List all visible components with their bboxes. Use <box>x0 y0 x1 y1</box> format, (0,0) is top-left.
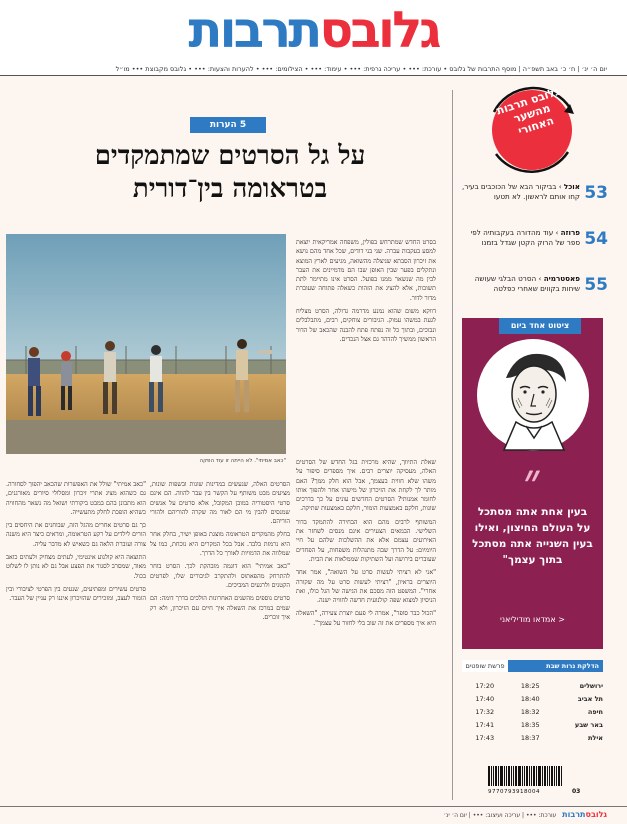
paragraph: שאלת התיווך, שהיא מרכזית בגל החדש של הסרטים האלה, מעסיקה יוצרים רבים. איך מספרים סיפור על משהו שלא חווית בעצמך, אבל הוא חלק ממך? האם מותר לך לקחת את הזיכרון של מישהו אחר ולהפוך אותו לחומר אמנותי? הסרטים החדשים עונים על כך בדרכים שונות, חלקם באמצעות הומור, חלקם באמצעות שתיקה. <box>296 459 436 513</box>
teaser-body: פאסטרמיה › הסרט הבלגי שעושה שיחות בקווים שאחרי כפלטה <box>474 274 580 293</box>
barcode-stripe <box>515 766 517 786</box>
photo-caption: "כאב אמיתי". לא הייתה זו עוד הפקה <box>199 458 286 464</box>
barcode-stripe <box>531 766 532 786</box>
barcode-stripe <box>549 766 550 786</box>
barcode-stripe <box>547 766 548 786</box>
havdala-time: 17:20 <box>475 682 495 690</box>
paragraph: סרטים נוספים מהשנים האחרונות הולכים בדרך דומה: הם שמים במרכז את השאלה איך חיים עם הזיכרון, ולא רק איך זוכרים. <box>150 595 290 621</box>
barcode-stripe <box>544 766 546 786</box>
teaser-page-number: 54 <box>584 229 608 249</box>
section-tag: 5 הערות <box>190 117 266 133</box>
candle-lighting-box <box>462 660 603 762</box>
barcode-stripe <box>529 766 530 786</box>
paragraph: הסרטים האלה, שנעשים במדינות שונות ובשפות שונות, מציעים מבט משותף על הקשר בין עבר להווה. הם אינם סרטי היסטוריה במובן המקובל, אלא סרטים על אנשים שמנסים להבין מי הם לאור מה שקרה להוריהם ולהורי הוריהם. <box>150 481 290 526</box>
city-name: תל אביב <box>577 695 603 703</box>
masthead-info-bar: יום ה׳ ינ׳ | ח׳ כ׳ באב תשפ״ה | מוסף התרבות של גלובס • עורכת: ••• • עריכה גרפית: ••• • עימוד: ••• • הצילומים: ••• • להערות והצעות: ••• • גלובס מקבוצת ••• מו״ל <box>0 64 627 76</box>
masthead <box>0 0 627 64</box>
teaser-body: אוכל › בביקור הבא של הכוכבים בעיר, קחו אותם לראשון. לא תטעו <box>462 182 580 201</box>
paragraph: סרטים עשירים ומפתיעים, שנעים בין הפרטי לציבורי ובין הומור לעצב, ומזכירים שהזיכרון איננו רק עניין של העבר. <box>6 585 146 603</box>
barcode-stripe <box>488 766 490 786</box>
table-row <box>462 693 603 706</box>
teaser-body: פרוזה › עוד מהדורה בעקבותיה לפי ספר של הרוק הקטן שגדל בזמנו <box>470 228 580 247</box>
barcode-stripe <box>533 766 535 786</box>
candle-title: הדלקת נרות שבת <box>508 660 603 672</box>
table-row <box>462 719 603 732</box>
stamp-text: גלובס תרבות מהשער האחורי <box>494 84 562 138</box>
teaser-text: הסרט הבלגי שעושה שיחות בקווים שאחרי כפלטה <box>474 274 580 293</box>
quote-author: < אמדאו מודיליאני <box>500 615 565 624</box>
teaser-list <box>462 182 608 320</box>
quote-of-the-day-box <box>462 318 603 649</box>
quote-tag: ציטוט אחד ביום <box>499 318 581 334</box>
paragraph: המשותף לרבים מהם הוא הבחירה להתמקד בדור השלישי. הבמאים הצעירים אינם מנסים לשחזר את האירועים עצמם אלא את ההשלכות שלהם על חיי היומיום: על הדרך שבה מתנהלות משפחות, על הפחדים שעוברים בירושה ועל השתיקות שממלאות את הבית. <box>296 518 436 563</box>
havdala-time: 17:43 <box>475 734 495 742</box>
city-name: חיפה <box>587 708 603 716</box>
teaser-item[interactable] <box>462 228 608 272</box>
teaser-label: אוכל <box>563 182 580 191</box>
sidebar-divider <box>452 90 453 800</box>
masthead-logo <box>188 2 438 58</box>
barcode-stripe <box>561 766 562 786</box>
page-footer <box>0 806 627 824</box>
logo-tarbut: תרבות <box>188 1 320 59</box>
paragraph: "הכול כבר סופר", אמרה לי פעם יוצרת צעירה, "השאלה היא איך מספרים את זה שוב בלי לחזור על עצמך". <box>296 610 436 627</box>
barcode-stripe <box>493 766 494 786</box>
article-column-top <box>296 238 436 444</box>
paragraph: דווקא משום שהוא נמנע מדרמה גדולה, הסרט מצליח לגעת במשהו עמוק. הגיבורים צוחקים, רבים, מתבלבלים ונבוכים, ובתוך כל זה נפתח פתח להבנה שהכאב של הדור הראשון ממשיך להדהד גם אצל הנכדים. <box>296 308 436 343</box>
barcode-stripe <box>500 766 503 786</box>
footer-credits: עורכת: ••• | עריכה ועיצוב: ••• | יום ה׳ ינ׳ <box>443 812 557 819</box>
teaser-label: פרוזה <box>560 228 580 237</box>
lighting-time: 18:32 <box>520 708 540 716</box>
paragraph: "אני לא רציתי לעשות סרט על השואה", אמר אחד היוצרים בראיון, "רציתי לעשות סרט על מה שקורה אחרי". המשפט הזה מסכם את הגישה של הגל כולו, ואת הניסיון למצוא שפה קולנועית חדשה לחוויה ישנה. <box>296 569 436 605</box>
barcode-stripe <box>518 766 521 786</box>
barcode-stripe <box>511 766 512 786</box>
quote-marks-icon: ״ <box>523 453 542 507</box>
footer-logo-globes: גלובס <box>585 810 607 819</box>
headline-line-2: בטראומה בין־דורית <box>132 174 328 204</box>
barcode-stripe <box>513 766 514 786</box>
issue-number: 03 <box>572 788 581 795</box>
barcode-stripe <box>508 766 510 786</box>
lighting-time: 18:35 <box>520 721 540 729</box>
teaser-page-number: 55 <box>584 275 608 295</box>
barcode-stripe <box>491 766 492 786</box>
havdala-time: 17:32 <box>475 708 495 716</box>
barcode-stripe <box>526 766 528 786</box>
havdala-time: 17:41 <box>475 721 495 729</box>
barcode-stripe <box>536 766 537 786</box>
teaser-item[interactable] <box>462 274 608 318</box>
barcode-stripe <box>498 766 499 786</box>
candle-header <box>462 660 603 672</box>
barcode-stripe <box>506 766 507 786</box>
city-name: אילת <box>587 734 603 742</box>
barcode-number: 9770793918004 <box>488 789 540 795</box>
teaser-text: עוד מהדורה בעקבותיה לפי ספר של הרוק הקטן שגדל בזמנו <box>470 228 580 247</box>
headline-line-1: על גל הסרטים שמתמקדים <box>94 141 366 171</box>
headline <box>40 140 420 206</box>
barcode-stripe <box>554 766 555 786</box>
quote-text: בעין אחת אתה מסתכל על העולם החיצון, ואילו בעין השנייה אתה מסתכל בתוך עצמך" <box>472 506 593 566</box>
teaser-text: בביקור הבא של הכוכבים בעיר, קחו אותם לראשון. לא תטעו <box>462 182 580 201</box>
barcode-stripe <box>558 766 560 786</box>
torah-portion: פרשת שופטים <box>462 660 508 672</box>
teaser-label: פאסטרמיה <box>543 274 580 283</box>
footer-logo-tarbut: תרבות <box>562 810 586 819</box>
barcode-stripe <box>556 766 557 786</box>
barcode-stripe <box>522 766 523 786</box>
havdala-time: 17:40 <box>475 695 495 703</box>
article-photo <box>6 234 286 454</box>
barcode-stripe <box>542 766 543 786</box>
teaser-page-number: 53 <box>584 183 608 203</box>
paragraph: כך גם סרטים אחרים מהגל הזה, שבוחנים את היחסים בין הורים לילדים על רקע הטראומה, ומראים כיצד היא משנה צורה ועוברת הלאה גם כשאיש לא מדבר עליה. <box>6 522 146 548</box>
barcode-stripe <box>551 766 553 786</box>
table-row <box>462 680 603 693</box>
paragraph: בסרט החדש שמתרחש בפולין, משפחה אמריקאית יוצאת למסע בעקבות עברה. שני בני דודים, שכל אחד מהם נושא את זיכרון הסבתא שניצלה מהשואה, מגיעים לארץ המוצא ונתקלים בפער שבין האופן שבו הם מדמיינים את העבר לבין מה שנשאר ממנו בפועל. הסרט אינו מתיימר לתת תשובות, אלא להציג את הזהות כשאלה פתוחה שעוברת מדור לדור. <box>296 239 436 302</box>
barcode-stripe <box>495 766 497 786</box>
lighting-time: 18:37 <box>520 734 540 742</box>
candle-times-table <box>462 680 603 745</box>
barcode-stripe <box>504 766 505 786</box>
table-row <box>462 706 603 719</box>
article-column-left <box>6 480 146 792</box>
portrait-illustration <box>476 338 590 452</box>
article-column-middle <box>150 480 290 792</box>
lighting-time: 18:40 <box>520 695 540 703</box>
paragraph: התוצאה היא קולנוע אינטימי, לעתים מצחיק ולעתים כואב מאוד, שמסרב לסגור את הפצע אבל גם לא נותן לו לשלוט בכול. <box>6 554 146 580</box>
table-row <box>462 732 603 745</box>
paragraph: "כאב אמיתי" שולל את האפשרות שהכאב יהפוך לסחורה. גם כשהוא מציג אתרי זיכרון ומסלולי סיורים מאורגנים, הוא מתבונן בהם במבט ביקורתי ושואל מה נשאר מהחוויה כשהיא הופכת לחלק מתעשייה. <box>6 481 146 516</box>
article-column-right <box>296 458 436 792</box>
city-name: באר שבע <box>574 721 603 729</box>
paragraph: "כאב אמיתי" הוא דוגמה מובהקת לכך. הסרט בוחר להתרחק מהפאתוס ולהתקרב לגיבורים שלו, לפרטים הקטנים ולרגעים המביכים. <box>150 563 290 589</box>
barcode-stripe <box>524 766 525 786</box>
paragraph: בחלק מהמקרים הטראומה מוצגת באופן ישיר, בחלק אחר היא נרמזת בלבד. אבל בכל המקרים היא נוכחת, כמו צל שמלווה את הדמויות לאורך כל הדרך. <box>150 531 290 558</box>
city-name: ירושלים <box>579 682 603 690</box>
barcode-stripe <box>538 766 541 786</box>
logo-globes: גלובס <box>319 1 439 59</box>
lighting-time: 18:25 <box>520 682 540 690</box>
footer-logo <box>562 810 607 819</box>
teaser-item[interactable] <box>462 182 608 226</box>
